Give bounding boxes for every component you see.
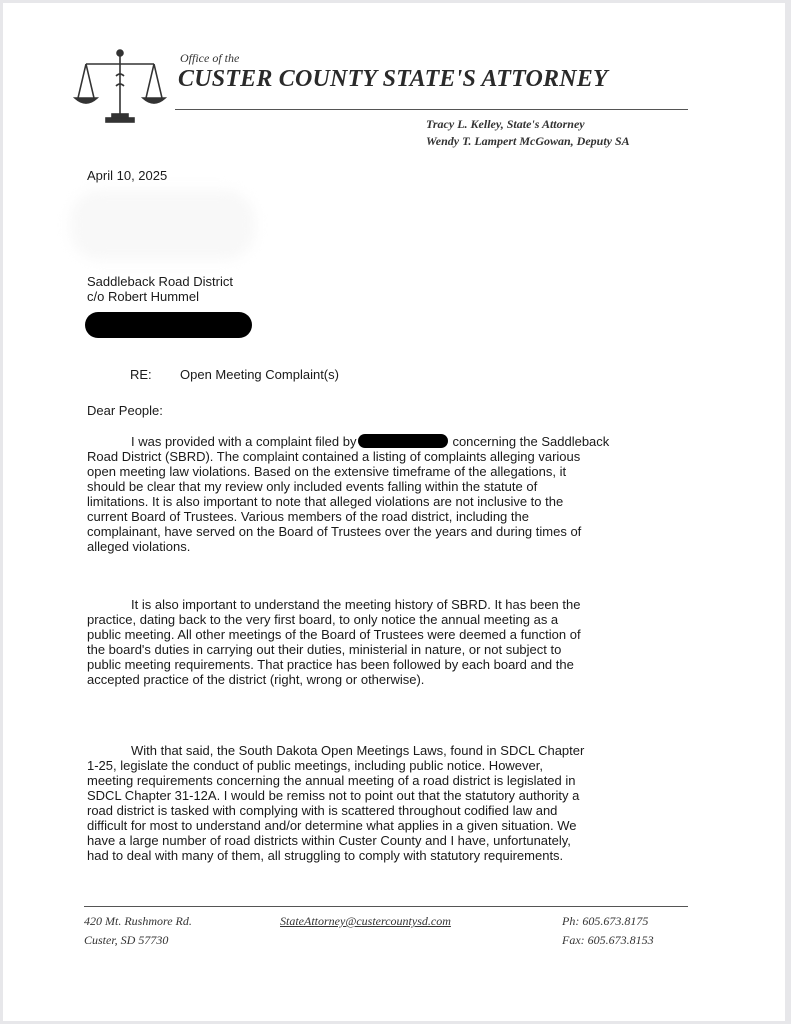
staff-attorney: Tracy L. Kelley, State's Attorney — [426, 117, 585, 131]
paragraph-1 — [87, 434, 687, 554]
redacted-area — [70, 190, 255, 260]
paragraph-line: public meeting requirements. That practice has been followed by each board and the — [87, 657, 574, 672]
paragraph-3 — [87, 743, 687, 863]
staff-list — [426, 116, 630, 150]
paragraph-line: limitations. It is also important to note that alleged violations are not inclusive to the — [87, 494, 564, 509]
office-title: CUSTER COUNTY STATE'S ATTORNEY — [178, 66, 608, 92]
office-of-label: Office of the — [180, 51, 240, 65]
paragraph-line: SDCL Chapter 31-12A. I would be remiss not to point out that the statutory authority a — [87, 788, 580, 803]
salutation: Dear People: — [87, 403, 163, 418]
paragraph-line: public meeting. All other meetings of the Board of Trustees were deemed a function of — [87, 627, 581, 642]
paragraph-line: difficult for most to understand and/or determine what applies in a given situation. We — [87, 818, 577, 833]
paragraph-line: With that said, the South Dakota Open Meetings Laws, found in SDCL Chapter — [131, 743, 585, 758]
paragraph-line: complainant, have served on the Board of Trustees over the years and during times of — [87, 524, 582, 539]
footer-phone: Ph: 605.673.8175 — [562, 914, 649, 928]
scales-of-justice-logo — [72, 46, 168, 126]
footer-email-link[interactable]: StateAttorney@custercountysd.com — [280, 914, 451, 928]
recipient-address — [87, 274, 233, 304]
paragraph-line: Road District (SBRD). The complaint contained a listing of complaints alleging various — [87, 449, 581, 464]
paragraph-1-text-b: concerning the Saddleback — [452, 434, 610, 449]
footer-contact — [562, 912, 654, 950]
redaction-bar — [358, 434, 448, 448]
recipient-line-1: Saddleback Road District — [87, 274, 233, 289]
footer-divider — [84, 906, 688, 907]
redaction-bar — [85, 312, 252, 338]
paragraph-line: should be clear that my review only included events falling within the statute of — [87, 479, 538, 494]
paragraph-line: It is also important to understand the meeting history of SBRD. It has been the — [131, 597, 581, 612]
paragraph-1-text-a: I was provided with a complaint filed by — [131, 434, 357, 449]
paragraph-line: road district is tasked with complying with is scattered throughout codified law and — [87, 803, 558, 818]
header-divider — [175, 109, 688, 110]
re-subject: Open Meeting Complaint(s) — [180, 367, 339, 382]
paragraph-line: had to deal with many of them, all struggling to comply with statutory requirements. — [87, 848, 564, 863]
letter-date: April 10, 2025 — [87, 168, 168, 183]
footer-address-line-1: 420 Mt. Rushmore Rd. — [84, 914, 192, 928]
paragraph-2 — [87, 597, 687, 687]
paragraph-line: accepted practice of the district (right, wrong or otherwise). — [87, 672, 425, 687]
paragraph-line: alleged violations. — [87, 539, 191, 554]
paragraph-line: the board's duties in carrying out their duties, ministerial in nature, or not subject to — [87, 642, 562, 657]
paragraph-1-line-1 — [87, 434, 687, 449]
staff-deputy: Wendy T. Lampert McGowan, Deputy SA — [426, 134, 630, 148]
paragraph-line: practice, dating back to the very first board, to only notice the annual meeting as a — [87, 612, 559, 627]
footer-address — [84, 912, 192, 950]
re-label: RE: — [130, 367, 152, 382]
recipient-line-2: c/o Robert Hummel — [87, 289, 199, 304]
footer-fax: Fax: 605.673.8153 — [562, 933, 654, 947]
paragraph-line: meeting requirements concerning the annual meeting of a road district is legislated in — [87, 773, 576, 788]
paragraph-line: open meeting law violations. Based on the extensive timeframe of the allegations, it — [87, 464, 567, 479]
paragraph-line: 1-25, legislate the conduct of public meetings, including public notice. However, — [87, 758, 543, 773]
paragraph-line: current Board of Trustees. Various members of the road district, including the — [87, 509, 529, 524]
paragraph-line: have a large number of road districts within Custer County and I have, unfortunately, — [87, 833, 571, 848]
footer-address-line-2: Custer, SD 57730 — [84, 933, 169, 947]
